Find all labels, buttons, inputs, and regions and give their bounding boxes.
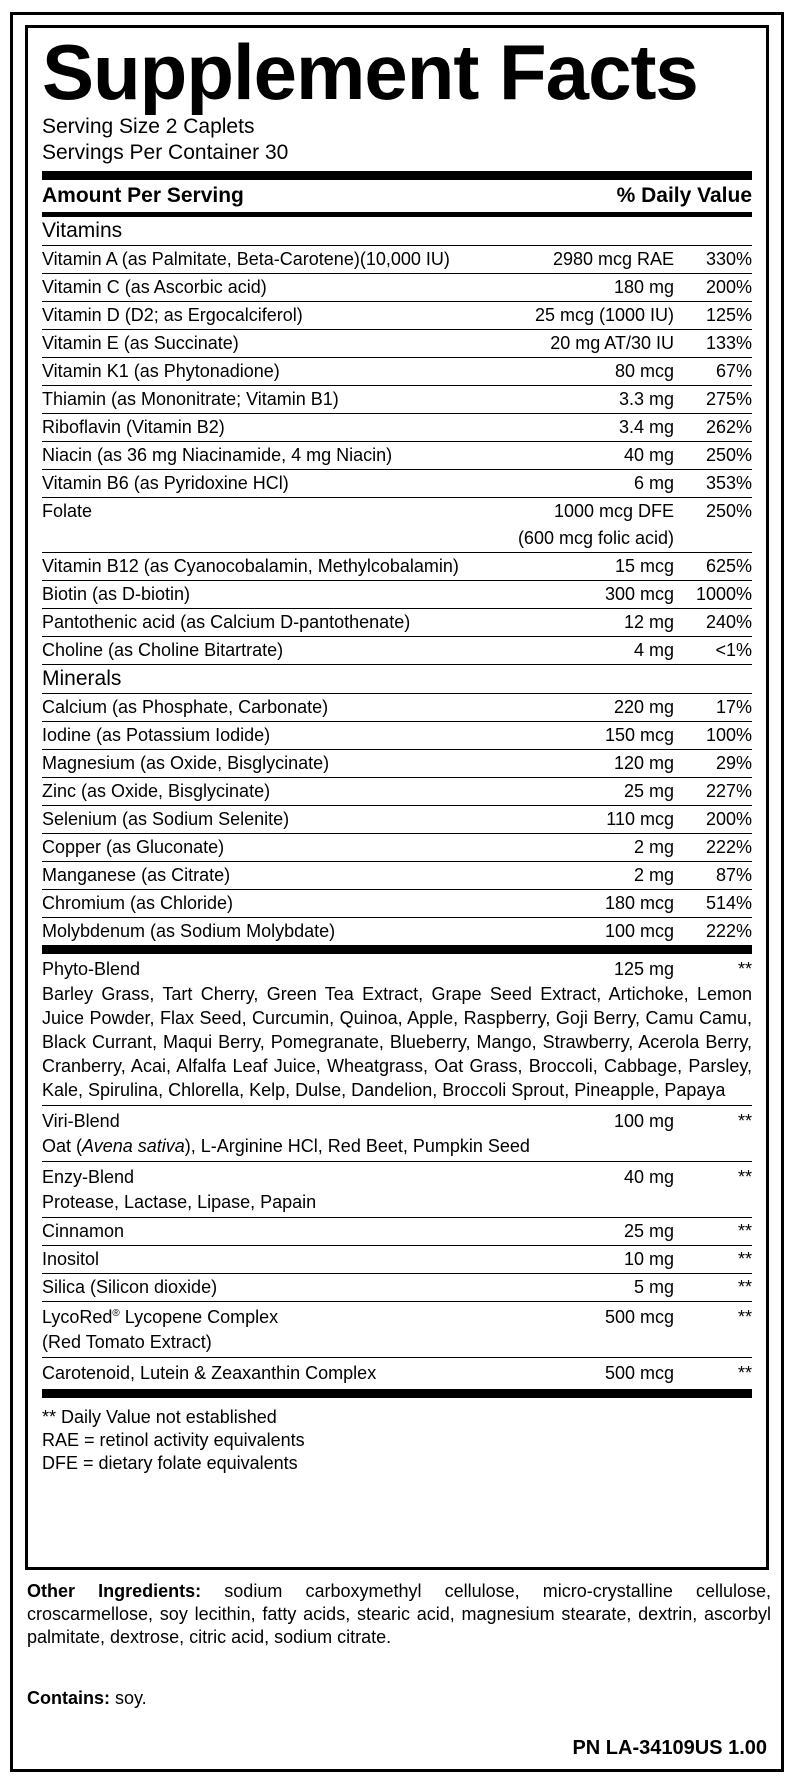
nutrient-dv: 125% [705, 305, 752, 325]
thick-divider-2 [42, 945, 752, 954]
nutrient-name: Vitamin K1 (as Phytonadione) [42, 361, 280, 381]
blend-viri-ingredients: Oat (Avena sativa), L-Arginine HCl, Red Beet, Pumpkin Seed [42, 1136, 530, 1156]
blend-lycored-source: (Red Tomato Extract) [42, 1332, 212, 1352]
nutrient-dv: 275% [705, 389, 752, 409]
nutrient-dv: ** [737, 1249, 752, 1269]
nutrient-name: Selenium (as Sodium Selenite) [42, 809, 290, 829]
nutrient-dv: 29% [715, 753, 752, 773]
nutrient-dv: 353% [705, 473, 752, 493]
nutrient-amount: 2980 mcg RAE [552, 249, 674, 269]
nutrient-row [42, 609, 752, 637]
nutrient-dv: 1000% [695, 584, 752, 604]
nutrient-name: Vitamin D (D2; as Ergocalciferol) [42, 305, 303, 325]
nutrient-amount: 80 mcg [614, 361, 674, 381]
nutrient-dv: 133% [705, 333, 752, 353]
nutrient-amount: 100 mcg [604, 921, 674, 941]
nutrient-name: Niacin (as 36 mg Niacinamide, 4 mg Niacin) [42, 445, 393, 465]
other-ingredients-list [42, 1218, 752, 1302]
nutrient-dv: <1% [715, 640, 752, 660]
nutrient-row [42, 918, 752, 945]
nutrient-amount: 220 mg [613, 697, 674, 717]
nutrient-row [42, 470, 752, 498]
servings-per-container: Servings Per Container 30 [42, 141, 289, 164]
blend-enzy: Enzy-Blend 40 mg ** Protease, Lactase, Lipase, Papain [42, 1162, 752, 1218]
nutrient-name: Choline (as Choline Bitartrate) [42, 640, 284, 660]
minerals-section-label: Minerals [42, 665, 752, 694]
nutrient-dv: ** [737, 1221, 752, 1241]
nutrient-dv: 240% [705, 612, 752, 632]
nutrient-amount: 15 mcg [614, 556, 674, 576]
nutrient-dv: 67% [715, 361, 752, 381]
column-header [42, 180, 752, 212]
nutrient-row [42, 553, 752, 581]
nutrient-row-carotenoid: Carotenoid, Lutein & Zeaxanthin Complex 500 mcg ** [42, 1363, 752, 1383]
nutrient-amount: 2 mg [633, 837, 674, 857]
nutrient-name: Biotin (as D-biotin) [42, 584, 191, 604]
nutrient-row-folate: Folate 1000 mcg DFE (600 mcg folic acid) 250% [42, 498, 752, 553]
blend-lycored: LycoRed® Lycopene Complex 500 mcg ** (Red Tomato Extract) [42, 1302, 752, 1358]
nutrient-name: Riboflavin (Vitamin B2) [42, 417, 225, 437]
nutrient-dv: 250% [705, 445, 752, 465]
nutrient-amount: 3.4 mg [618, 417, 674, 437]
nutrient-row [42, 302, 752, 330]
nutrient-dv: 17% [715, 697, 752, 717]
nutrient-row [42, 862, 752, 890]
nutrient-amount: 5 mg [633, 1277, 674, 1297]
nutrient-name: Molybdenum (as Sodium Molybdate) [42, 921, 336, 941]
nutrient-row [42, 750, 752, 778]
dv-header: % Daily Value [616, 184, 752, 207]
nutrient-name: Vitamin B6 (as Pyridoxine HCl) [42, 473, 289, 493]
nutrient-name: Iodine (as Potassium Iodide) [42, 725, 271, 745]
nutrient-amount: 10 mg [623, 1249, 674, 1269]
nutrient-amount: 180 mcg [604, 893, 674, 913]
part-number: PN LA-34109US 1.00 [572, 1737, 767, 1759]
nutrient-amount: 180 mg [613, 277, 674, 297]
footnote: RAE = retinol activity equivalents [42, 1430, 305, 1450]
nutrient-name: Vitamin C (as Ascorbic acid) [42, 277, 267, 297]
footnote: DFE = dietary folate equivalents [42, 1453, 298, 1473]
nutrient-row [42, 890, 752, 918]
nutrient-row [42, 246, 752, 274]
nutrient-row [42, 778, 752, 806]
nutrient-dv: 625% [705, 556, 752, 576]
nutrient-row [42, 274, 752, 302]
footnotes [42, 1398, 752, 1475]
nutrient-name: Silica (Silicon dioxide) [42, 1277, 218, 1297]
nutrient-amount: 120 mg [613, 753, 674, 773]
thick-divider-3 [42, 1389, 752, 1398]
nutrient-dv: 330% [705, 249, 752, 269]
allergen-statement: Contains: soy. [27, 1688, 147, 1708]
nutrient-row [42, 834, 752, 862]
nutrient-row [42, 386, 752, 414]
vitamins-list-2 [42, 553, 752, 665]
vitamins-list [42, 246, 752, 498]
nutrient-amount: 25 mcg (1000 IU) [534, 305, 674, 325]
minerals-list [42, 694, 752, 945]
nutrient-name: Vitamin B12 (as Cyanocobalamin, Methylcobalamin) [42, 556, 459, 576]
nutrient-row [42, 806, 752, 834]
nutrient-amount: 20 mg AT/30 IU [550, 333, 674, 353]
nutrient-name: Calcium (as Phosphate, Carbonate) [42, 697, 329, 717]
nutrient-row [42, 1274, 752, 1302]
nutrient-name: Thiamin (as Mononitrate; Vitamin B1) [42, 389, 339, 409]
nutrient-amount: 4 mg [633, 640, 674, 660]
nutrient-name: Pantothenic acid (as Calcium D-pantothenate) [42, 612, 411, 632]
footnote: ** Daily Value not established [42, 1407, 277, 1427]
label-outer-border [10, 12, 784, 1772]
blend-enzy-ingredients: Protease, Lactase, Lipase, Papain [42, 1192, 317, 1212]
nutrient-amount: 25 mg [623, 1221, 674, 1241]
amount-header: Amount Per Serving [42, 184, 244, 207]
nutrient-dv: 200% [705, 809, 752, 829]
nutrient-row [42, 1246, 752, 1274]
nutrient-dv: ** [737, 1277, 752, 1297]
nutrient-row [42, 442, 752, 470]
nutrient-amount: 12 mg [623, 612, 674, 632]
nutrient-row [42, 581, 752, 609]
thick-divider [42, 171, 752, 180]
vitamins-section-label: Vitamins [42, 217, 752, 246]
serving-size: Serving Size 2 Caplets [42, 115, 255, 138]
nutrient-dv: 200% [705, 277, 752, 297]
nutrient-row [42, 637, 752, 665]
nutrient-dv: 514% [705, 893, 752, 913]
nutrient-name: Vitamin A (as Palmitate, Beta-Carotene)(10,000 IU) [42, 249, 450, 269]
nutrient-row [42, 694, 752, 722]
nutrient-name: Magnesium (as Oxide, Bisglycinate) [42, 753, 330, 773]
nutrient-name: Inositol [42, 1249, 100, 1269]
nutrient-name: Vitamin E (as Succinate) [42, 333, 239, 353]
nutrient-row [42, 330, 752, 358]
supplement-facts-panel [25, 25, 769, 1570]
nutrient-dv: 262% [705, 417, 752, 437]
nutrient-amount: 2 mg [633, 865, 674, 885]
nutrient-name: Cinnamon [42, 1221, 125, 1241]
nutrient-row [42, 722, 752, 750]
nutrient-name: Zinc (as Oxide, Bisglycinate) [42, 781, 271, 801]
nutrient-name: Chromium (as Chloride) [42, 893, 234, 913]
nutrient-dv: 100% [705, 725, 752, 745]
nutrient-row [42, 1218, 752, 1246]
nutrient-amount: 300 mcg [604, 584, 674, 604]
nutrient-name: Manganese (as Citrate) [42, 865, 231, 885]
panel-title: Supplement Facts [42, 28, 698, 116]
nutrient-row [42, 358, 752, 386]
blend-phyto-ingredients: Barley Grass, Tart Cherry, Green Tea Extract, Grape Seed Extract, Artichoke, Lemon Juice Powder, Flax Seed, Curcumin, Quinoa, Apple, Raspberry, Goji Berry, Camu Camu, Black Currant, Maqui Berry, Pomegranate, Blueberry, Mango, Strawberry, Acerola Berry, Cranberry, Acai, Alfalfa Leaf Juice, Wheatgrass, Oat Grass, Broccoli, Cabbage, Parsley, Kale, Spirulina, Chlorella, Kelp, Dulse, Dandelion, Broccoli Sprout, Pineapple, Papaya [42, 984, 752, 1100]
nutrient-amount: 6 mg [633, 473, 674, 493]
nutrient-dv: 227% [705, 781, 752, 801]
nutrient-row [42, 414, 752, 442]
nutrient-amount: 150 mcg [604, 725, 674, 745]
nutrient-dv: 222% [705, 837, 752, 857]
nutrient-amount: 40 mg [623, 445, 674, 465]
nutrient-amount: 110 mcg [606, 809, 674, 829]
other-ingredients-statement: Other Ingredients: sodium carboxymethyl cellulose, micro-crystalline cellulose, croscarmellose, soy lecithin, fatty acids, stearic acid, magnesium stearate, dextrin, ascorbyl palmitate, dextrose, citric acid, sodium citrate. [27, 1581, 772, 1647]
nutrient-name: Copper (as Gluconate) [42, 837, 225, 857]
nutrient-amount: 25 mg [623, 781, 674, 801]
blend-phyto: Phyto-Blend 125 mg ** Barley Grass, Tart Cherry, Green Tea Extract, Grape Seed Extract, Artichoke, Lemon Juice Powder, Flax Seed, Curcumin, Quinoa, Apple, Raspberry, Goji Berry, Camu Camu, Black Currant, Maqui Berry, Pomegranate, Blueberry, Mango, Strawberry, Acerola Berry, Cranberry, Acai, Alfalfa Leaf Juice, Wheatgrass, Oat Grass, Broccoli, Cabbage, Parsley, Kale, Spirulina, Chlorella, Kelp, Dulse, Dandelion, Broccoli Sprout, Pineapple, Papaya [42, 954, 752, 1106]
nutrient-dv: 87% [715, 865, 752, 885]
nutrient-dv: 222% [705, 921, 752, 941]
blend-viri: Viri-Blend 100 mg ** Oat (Avena sativa), L-Arginine HCl, Red Beet, Pumpkin Seed [42, 1106, 752, 1162]
nutrient-amount: 3.3 mg [618, 389, 674, 409]
